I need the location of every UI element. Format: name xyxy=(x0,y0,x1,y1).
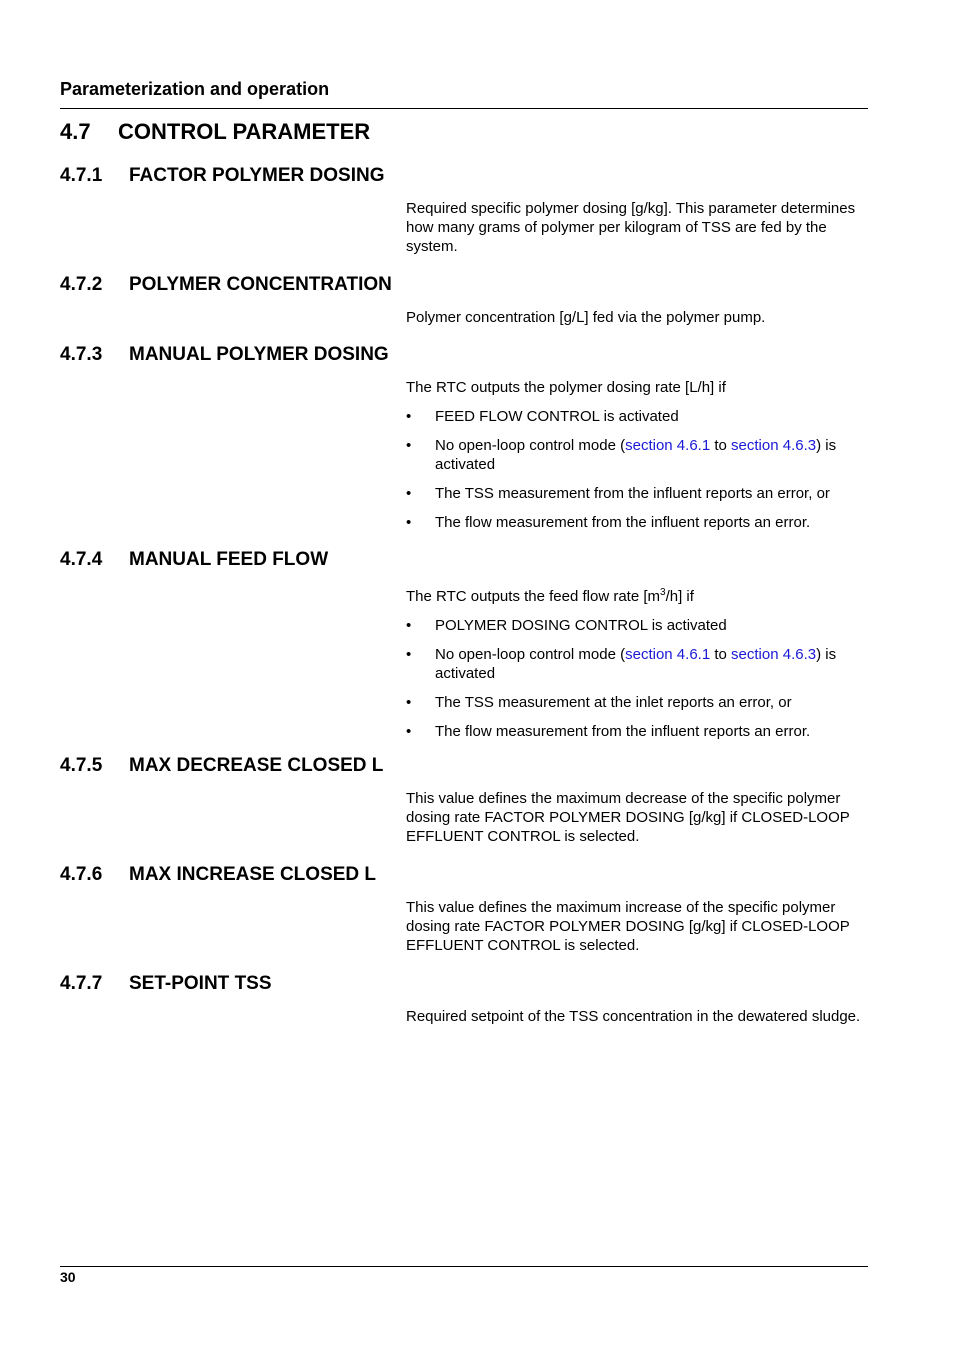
bullet-list xyxy=(406,407,868,532)
section-body-manual-polymer-dosing xyxy=(406,378,868,532)
paragraph: This value defines the maximum increase of the specific polymer dosing rate FACTOR POLYMER DOSING [g/kg] if CLOSED-LOOP EFFLUENT CONTROL is selected. xyxy=(406,899,850,954)
list-item-text: The TSS measurement at the inlet reports an error, or xyxy=(435,694,792,711)
bullet-icon: • xyxy=(406,617,412,634)
section-body-manual-feed-flow xyxy=(406,583,868,741)
section-title: MAX INCREASE CLOSED L xyxy=(129,864,377,885)
chapter-title: CONTROL PARAMETER xyxy=(118,119,371,144)
section-title: MAX DECREASE CLOSED L xyxy=(129,755,384,776)
page-number: 30 xyxy=(60,1269,76,1285)
bullet-icon: • xyxy=(406,723,412,740)
chapter-heading xyxy=(60,119,370,145)
list-item xyxy=(406,513,868,532)
section-body-set-point-tss xyxy=(406,1007,868,1026)
bullet-icon: • xyxy=(406,646,412,663)
section-heading-max-decrease-closed-l xyxy=(60,755,383,777)
list-item xyxy=(406,484,868,503)
link-section-4-6-3[interactable]: section 4.6.3 xyxy=(731,437,817,454)
running-header: Parameterization and operation xyxy=(60,79,330,99)
paragraph: Required specific polymer dosing [g/kg]. This parameter determines how many grams of polymer per kilogram of TSS are fed by the system. xyxy=(406,200,856,255)
footer-divider xyxy=(60,1266,868,1267)
header-divider xyxy=(60,108,868,109)
paragraph: Required setpoint of the TSS concentration in the dewatered sludge. xyxy=(406,1008,861,1025)
list-item-text: to xyxy=(710,437,732,454)
chapter-number: 4.7 xyxy=(60,119,91,144)
section-body-factor-polymer-dosing xyxy=(406,199,868,256)
link-section-4-6-1[interactable]: section 4.6.1 xyxy=(625,646,711,663)
section-number: 4.7.7 xyxy=(60,973,103,994)
bullet-icon: • xyxy=(406,408,412,425)
section-number: 4.7.3 xyxy=(60,344,103,365)
section-title: SET-POINT TSS xyxy=(129,973,272,994)
list-item xyxy=(406,436,868,474)
paragraph: The RTC outputs the polymer dosing rate [L/h] if xyxy=(406,379,726,396)
list-item xyxy=(406,722,868,741)
bullet-icon: • xyxy=(406,485,412,502)
section-title: MANUAL POLYMER DOSING xyxy=(129,344,389,365)
section-heading-max-increase-closed-l xyxy=(60,864,376,886)
list-item-text: FEED FLOW CONTROL is activated xyxy=(435,408,679,425)
list-item-text: ) is activated xyxy=(435,646,837,682)
list-item xyxy=(406,616,868,635)
list-item xyxy=(406,693,868,712)
list-item-text: The flow measurement from the influent reports an error. xyxy=(435,514,811,531)
section-number: 4.7.2 xyxy=(60,274,103,295)
bullet-icon: • xyxy=(406,514,412,531)
list-item xyxy=(406,645,868,683)
section-heading-set-point-tss xyxy=(60,973,272,995)
paragraph: Polymer concentration [g/L] fed via the polymer pump. xyxy=(406,309,766,326)
list-item-text: POLYMER DOSING CONTROL is activated xyxy=(435,617,727,634)
list-item xyxy=(406,407,868,426)
section-heading-manual-polymer-dosing xyxy=(60,344,389,366)
paragraph-text: The RTC outputs the feed flow rate [m xyxy=(406,588,661,605)
bullet-list xyxy=(406,616,868,741)
section-title: MANUAL FEED FLOW xyxy=(129,549,329,570)
section-body-max-increase-closed-l xyxy=(406,898,868,955)
section-number: 4.7.6 xyxy=(60,864,103,885)
section-title: POLYMER CONCENTRATION xyxy=(129,274,392,295)
section-number: 4.7.5 xyxy=(60,755,103,776)
section-body-polymer-concentration xyxy=(406,308,868,327)
section-body-max-decrease-closed-l xyxy=(406,789,868,846)
list-item-text: The flow measurement from the influent reports an error. xyxy=(435,723,811,740)
section-heading-factor-polymer-dosing xyxy=(60,165,384,187)
superscript: 3 xyxy=(660,587,666,598)
link-section-4-6-1[interactable]: section 4.6.1 xyxy=(625,437,711,454)
link-section-4-6-3[interactable]: section 4.6.3 xyxy=(731,646,817,663)
section-number: 4.7.1 xyxy=(60,165,103,186)
list-item-text: No open-loop control mode ( xyxy=(435,437,626,454)
bullet-icon: • xyxy=(406,437,412,454)
section-number: 4.7.4 xyxy=(60,549,103,570)
list-item-text: to xyxy=(710,646,732,663)
section-heading-manual-feed-flow xyxy=(60,549,328,571)
paragraph xyxy=(406,583,868,606)
section-title: FACTOR POLYMER DOSING xyxy=(129,165,385,186)
paragraph: This value defines the maximum decrease of the specific polymer dosing rate FACTOR POLYMER DOSING [g/kg] if CLOSED-LOOP EFFLUENT CONTROL is selected. xyxy=(406,790,850,845)
section-heading-polymer-concentration xyxy=(60,274,392,296)
list-item-text: No open-loop control mode ( xyxy=(435,646,626,663)
list-item-text: The TSS measurement from the influent reports an error, or xyxy=(435,485,830,502)
paragraph-text: /h] if xyxy=(665,588,694,605)
bullet-icon: • xyxy=(406,694,412,711)
list-item-text: ) is activated xyxy=(435,437,837,473)
